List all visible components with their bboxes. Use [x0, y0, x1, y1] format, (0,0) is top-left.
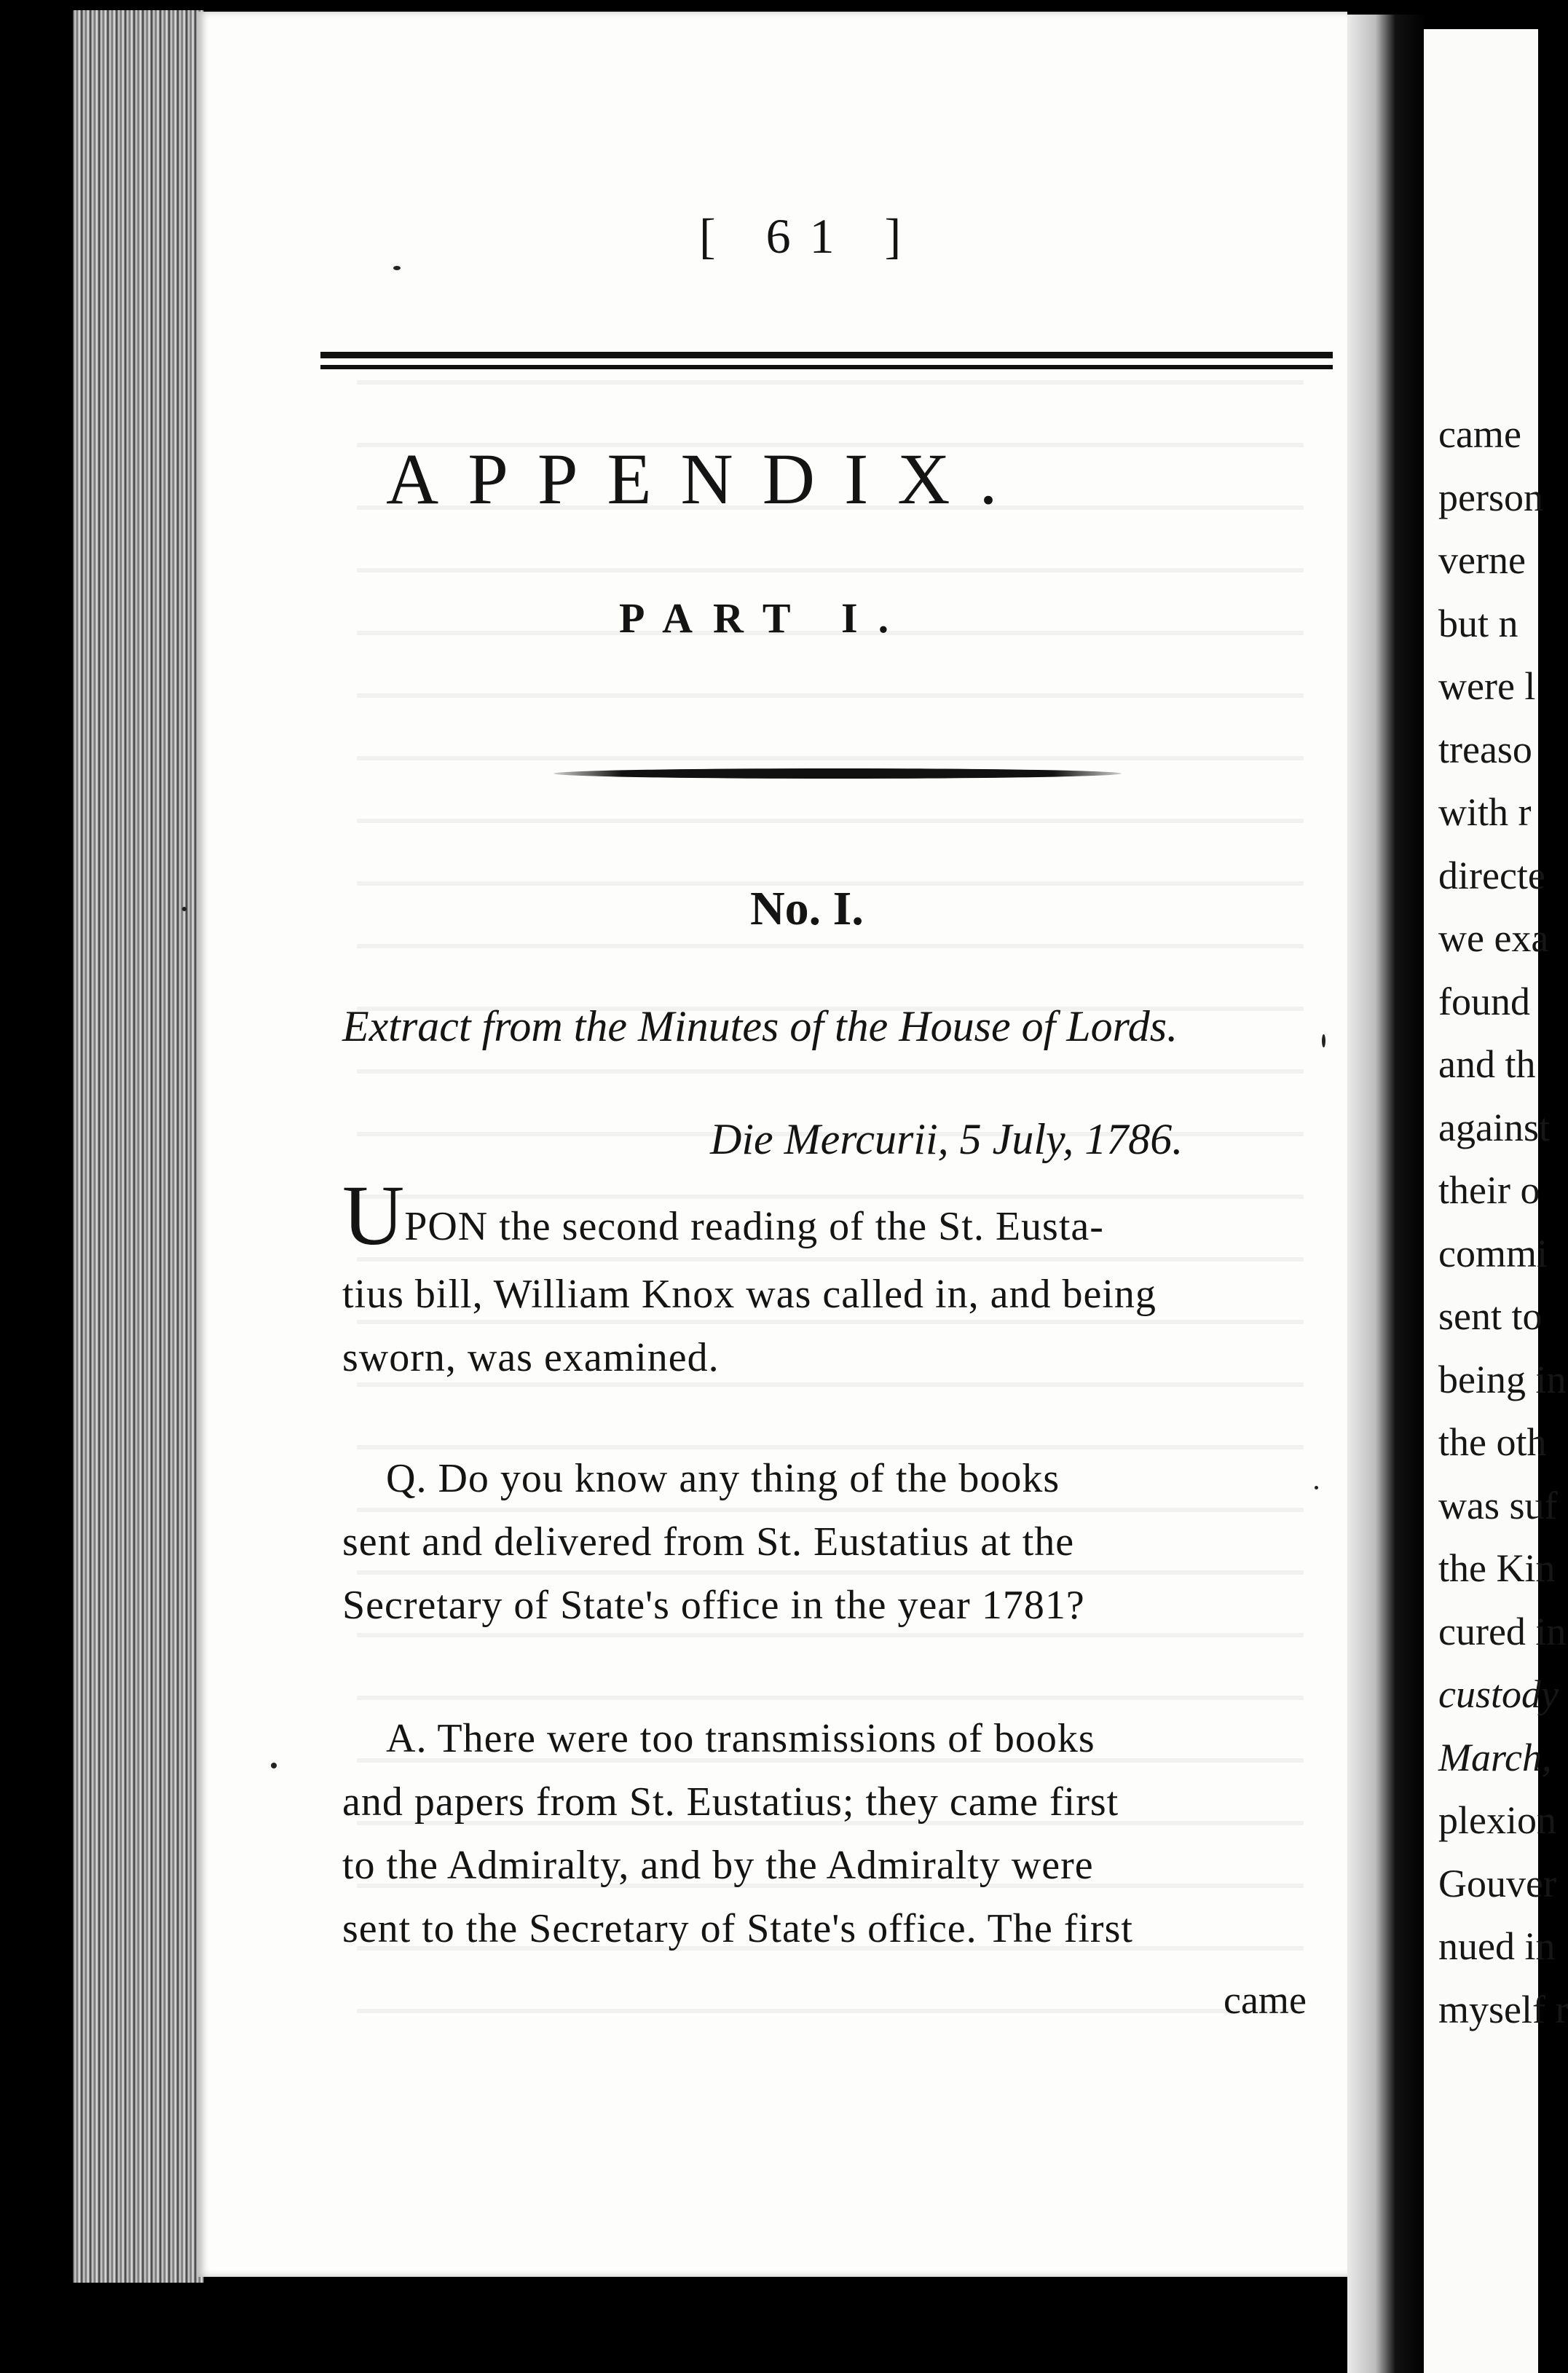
speck: [1322, 1034, 1325, 1047]
right-page-line: came: [1438, 412, 1521, 456]
speck: [1315, 1486, 1318, 1489]
paragraph-3-line-3: to the Admiralty, and by the Admiralty were: [342, 1843, 1094, 1888]
paragraph-1-line-1: [342, 1168, 1104, 1263]
paragraph-2-line-3: Secretary of State's office in the year 1781?: [342, 1583, 1085, 1628]
right-page-line: being in: [1438, 1357, 1567, 1401]
speck: [393, 266, 401, 270]
right-page-line: verne: [1438, 538, 1526, 582]
page-number: [ 61 ]: [699, 208, 921, 264]
right-page-line: myself r: [1438, 1987, 1568, 2031]
part-heading: PART I.: [619, 594, 910, 642]
right-page-line: but n: [1438, 601, 1518, 645]
date-line: Die Mercurii, 5 July, 1786.: [710, 1115, 1183, 1163]
right-page-line: found: [1438, 979, 1530, 1023]
right-page-line: the Kin: [1438, 1546, 1556, 1590]
number-heading: No. I.: [750, 882, 864, 935]
right-page-line: sent to: [1438, 1294, 1543, 1338]
right-page-line: custody: [1438, 1672, 1559, 1716]
header-rule-bottom: [320, 365, 1333, 369]
paragraph-3-line-1: A. There were too transmissions of books: [386, 1716, 1095, 1761]
speck: [271, 1763, 277, 1768]
right-page-line: were l: [1438, 664, 1536, 708]
right-page-line: their o: [1438, 1168, 1540, 1212]
page-edges: [73, 10, 204, 2283]
right-page-line: was suf: [1438, 1483, 1558, 1527]
appendix-heading: APPENDIX.: [386, 438, 1027, 519]
first-line-text: PON the second reading of the St. Eusta-: [404, 1204, 1104, 1249]
paragraph-3-line-2: and papers from St. Eustatius; they came first: [342, 1779, 1119, 1825]
right-page-line: March,: [1438, 1735, 1552, 1779]
right-page-line: and th: [1438, 1042, 1536, 1086]
right-page-line: nued in: [1438, 1924, 1556, 1968]
paragraph-2-line-1: Q. Do you know any thing of the books: [386, 1456, 1060, 1501]
paragraph-1-line-2: tius bill, William Knox was called in, and being: [342, 1272, 1157, 1317]
paragraph-1-line-3: sworn, was examined.: [342, 1335, 720, 1380]
right-page-line: the oth: [1438, 1420, 1547, 1464]
right-page-line: with r: [1438, 790, 1532, 834]
right-page-line: against: [1438, 1105, 1550, 1149]
drop-cap: U: [342, 1168, 405, 1263]
right-page-line: person: [1438, 475, 1543, 519]
book-gutter: [1347, 15, 1427, 2373]
speck: [182, 907, 186, 911]
header-rule-top: [320, 352, 1333, 358]
section-divider: [553, 768, 1122, 779]
right-page-line: commi: [1438, 1231, 1548, 1275]
right-page-line: plexion: [1438, 1798, 1556, 1842]
right-page-line: cured in: [1438, 1609, 1567, 1653]
paragraph-2-line-2: sent and delivered from St. Eustatius at the: [342, 1519, 1075, 1565]
right-page-line: treaso: [1438, 727, 1532, 771]
right-page-line: Gouver: [1438, 1861, 1556, 1905]
paragraph-3-line-4: sent to the Secretary of State's office. The first: [342, 1906, 1133, 1951]
catchword: came: [1224, 1978, 1307, 2022]
extract-title: Extract from the Minutes of the House of Lords.: [342, 1002, 1178, 1050]
right-page-line: we exa: [1438, 916, 1549, 960]
right-page-line: directe: [1438, 853, 1545, 897]
